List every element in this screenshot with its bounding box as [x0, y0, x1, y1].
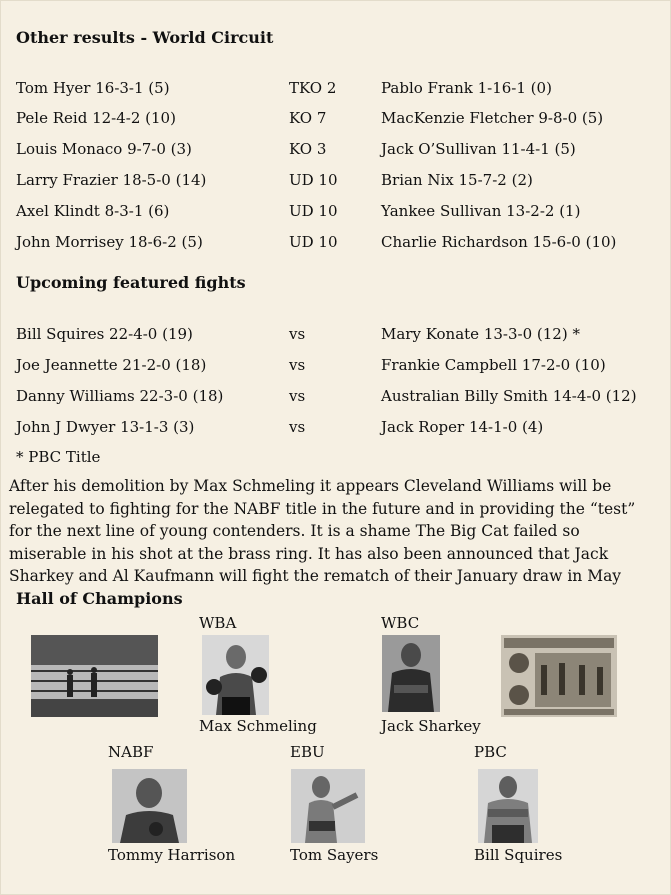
result-row: [1, 233, 671, 253]
result-winner: Larry Frazier 18-5-0 (14): [16, 171, 207, 189]
jack-sharkey-photo: [382, 635, 440, 712]
fight-right: Jack Roper 14-1-0 (4): [381, 418, 544, 436]
fight-left: Bill Squires 22-4-0 (19): [16, 325, 193, 343]
result-method: KO 3: [289, 140, 327, 158]
bill-squires-photo: [478, 769, 538, 843]
result-winner: Tom Hyer 16-3-1 (5): [16, 79, 170, 97]
result-loser: Brian Nix 15-7-2 (2): [381, 171, 533, 189]
max-schmeling-name: Max Schmeling: [199, 717, 317, 735]
result-loser: Charlie Richardson 15-6-0 (10): [381, 233, 617, 251]
fight-left: Danny Williams 22-3-0 (18): [16, 387, 224, 405]
fight-row: [1, 325, 671, 345]
wbc-label: WBC: [381, 614, 420, 632]
jack-sharkey-name: Jack Sharkey: [381, 717, 481, 735]
result-row: [1, 140, 671, 160]
fight-poster-photo: [501, 635, 617, 717]
result-method: UD 10: [289, 233, 338, 251]
result-loser: Jack O’Sullivan 11-4-1 (5): [381, 140, 576, 158]
result-loser: MacKenzie Fletcher 9-8-0 (5): [381, 109, 604, 127]
nabf-label: NABF: [108, 743, 154, 761]
fight-vs: vs: [289, 387, 306, 405]
result-method: UD 10: [289, 202, 338, 220]
fight-right: Frankie Campbell 17-2-0 (10): [381, 356, 606, 374]
result-loser: Yankee Sullivan 13-2-2 (1): [381, 202, 581, 220]
tommy-harrison-name: Tommy Harrison: [108, 846, 236, 864]
boxing-ring-photo: [31, 635, 158, 717]
hall-heading: Hall of Champions: [16, 589, 183, 608]
result-loser: Pablo Frank 1-16-1 (0): [381, 79, 552, 97]
result-method: KO 7: [289, 109, 327, 127]
fight-right: Mary Konate 13-3-0 (12) *: [381, 325, 580, 343]
result-row: [1, 109, 671, 129]
result-winner: Pele Reid 12-4-2 (10): [16, 109, 176, 127]
result-method: UD 10: [289, 171, 338, 189]
fight-row: [1, 356, 671, 376]
result-winner: John Morrisey 18-6-2 (5): [16, 233, 203, 251]
result-row: [1, 202, 671, 222]
result-winner: Louis Monaco 9-7-0 (3): [16, 140, 192, 158]
fight-left: Joe Jeannette 21-2-0 (18): [16, 356, 207, 374]
news-paragraph: After his demolition by Max Schmeling it appears Cleveland Williams will be relegated to fighting for the NABF title in the future and in providing the “test” for the next line of young contenders. It is a shame The Big Cat failed so miserable in his shot at the brass ring. It has also been announced that Jack Sharkey and Al Kaufmann will fight the rematch of their January draw in May: [9, 477, 636, 585]
tom-sayers-name: Tom Sayers: [290, 846, 379, 864]
fight-vs: vs: [289, 418, 306, 436]
upcoming-heading: Upcoming featured fights: [16, 273, 246, 292]
result-row: [1, 79, 671, 99]
result-winner: Axel Klindt 8-3-1 (6): [16, 202, 170, 220]
fight-row: [1, 418, 671, 438]
max-schmeling-photo: [202, 635, 269, 715]
bill-squires-name: Bill Squires: [474, 846, 563, 864]
result-method: TKO 2: [289, 79, 337, 97]
fight-vs: vs: [289, 325, 306, 343]
pbc-title-note: * PBC Title: [16, 448, 101, 466]
wba-label: WBA: [199, 614, 237, 632]
ebu-label: EBU: [290, 743, 325, 761]
fight-vs: vs: [289, 356, 306, 374]
result-row: [1, 171, 671, 191]
fight-right: Australian Billy Smith 14-4-0 (12): [381, 387, 637, 405]
fight-left: John J Dwyer 13-1-3 (3): [16, 418, 195, 436]
tommy-harrison-photo: [112, 769, 187, 843]
pbc-label: PBC: [474, 743, 507, 761]
other-results-heading: Other results - World Circuit: [16, 28, 274, 47]
tom-sayers-photo: [291, 769, 365, 843]
fight-row: [1, 387, 671, 407]
